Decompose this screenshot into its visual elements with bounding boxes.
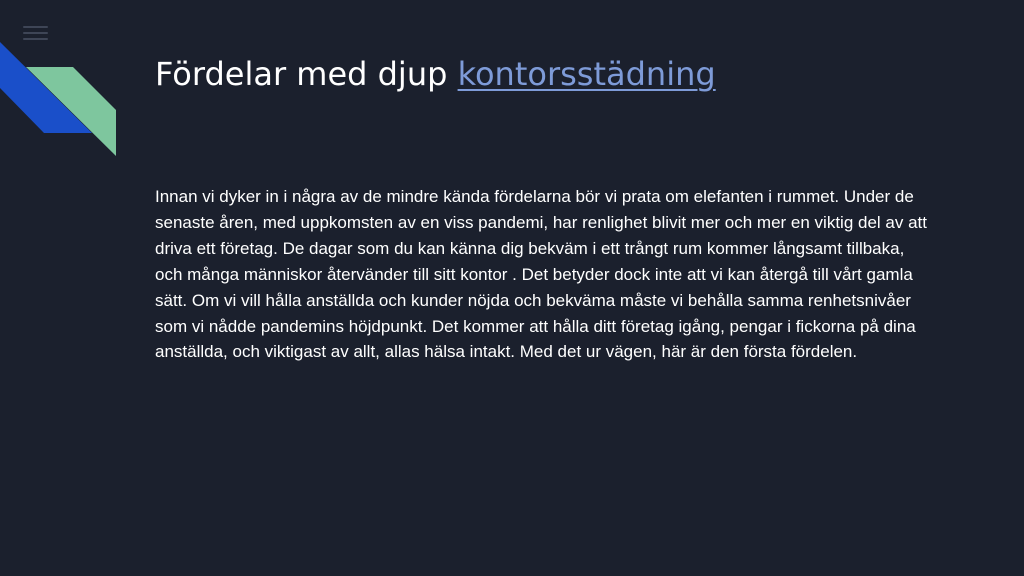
title-link[interactable]: kontorsstädning xyxy=(457,55,716,93)
body-paragraph: Innan vi dyker in i några av de mindre kända fördelarna bör vi prata om elefanten i rummet. Under de senaste åren, med uppkomsten av en viss pandemi, har renlighet blivit mer och mer en viktig del av att driva ett företag. De dagar som du kan känna dig bekväm i ett trångt rum kommer långsamt tillbaka, och många människor återvänder till sitt kontor . Det betyder dock inte att vi kan återgå till vårt gamla sätt. Om vi vill hålla anställda och kunder nöjda och bekväma måste vi behålla samma renhetsnivåer som vi nådde pandemins höjdpunkt. Det kommer att hålla ditt företag igång, pengar i fickorna på dina anställda, och viktigast av allt, allas hälsa intakt. Med det ur vägen, här är den första fördelen. xyxy=(155,187,927,362)
slide-title xyxy=(155,52,716,96)
decorative-stripes xyxy=(0,0,130,170)
title-text: Fördelar med djup xyxy=(155,55,458,93)
